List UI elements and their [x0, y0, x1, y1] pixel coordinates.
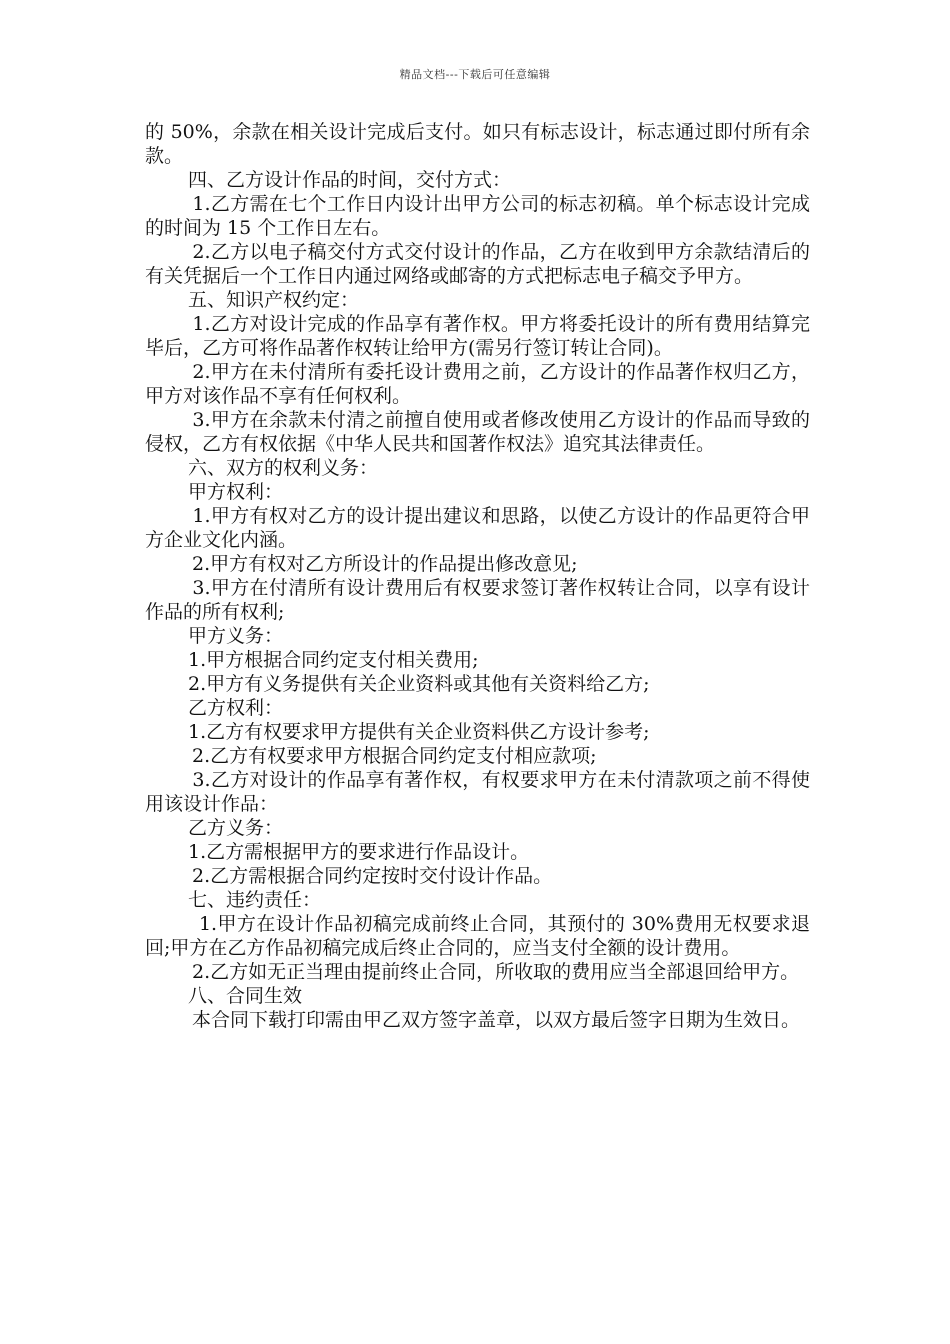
- paragraph: 本合同下载打印需由甲乙双方签字盖章，以双方最后签字日期为生效日。: [186, 1009, 801, 1031]
- paragraph: 1.乙方对设计完成的作品享有著作权。甲方将委托设计的所有费用结算完毕后，乙方可将作品著作权转让给甲方(需另行签订转让合同)。: [145, 313, 810, 359]
- section-heading: 八、合同生效: [188, 985, 303, 1007]
- paragraph: 3.甲方在余款未付清之前擅自使用或者修改使用乙方设计的作品而导致的侵权，乙方有权依据《中华人民共和国著作权法》追究其法律责任。: [145, 409, 810, 455]
- paragraph: 2.乙方需根据合同约定按时交付设计作品。: [186, 865, 553, 887]
- paragraph: 2.乙方有权要求甲方根据合同约定支付相应款项;: [186, 745, 597, 767]
- subsection-heading: 乙方权利：: [188, 697, 284, 719]
- section-heading: 五、知识产权约定：: [188, 289, 360, 311]
- paragraph: 1.甲方在设计作品初稿完成前终止合同，其预付的 30%费用无权要求退回;甲方在乙方作品初稿完成后终止合同的，应当支付全额的设计费用。: [145, 913, 810, 959]
- paragraph: 1.甲方有权对乙方的设计提出建议和思路，以使乙方设计的作品更符合甲方企业文化内涵。: [145, 505, 810, 551]
- paragraph: 1.乙方需根据甲方的要求进行作品设计。: [188, 841, 530, 863]
- paragraph: 1.乙方有权要求甲方提供有关企业资料供乙方设计参考;: [188, 721, 650, 743]
- paragraph: 2.甲方有权对乙方所设计的作品提出修改意见;: [186, 553, 578, 575]
- paragraph: 2.甲方有义务提供有关企业资料或其他有关资料给乙方;: [188, 673, 650, 695]
- page-header: 精品文档---下载后可任意编辑: [399, 68, 551, 81]
- paragraph: 2.乙方以电子稿交付方式交付设计的作品，乙方在收到甲方余款结清后的有关凭据后一个工作日内通过网络或邮寄的方式把标志电子稿交予甲方。: [145, 241, 810, 287]
- paragraph: 1.甲方根据合同约定支付相关费用;: [188, 649, 479, 671]
- subsection-heading: 甲方权利：: [188, 481, 284, 503]
- section-heading: 七、违约责任：: [188, 889, 322, 911]
- document-body: [145, 120, 810, 1032]
- section-heading: 六、双方的权利义务：: [188, 457, 379, 479]
- paragraph: 3.乙方对设计的作品享有著作权，有权要求甲方在未付清款项之前不得使用该设计作品：: [145, 769, 810, 815]
- subsection-heading: 甲方义务：: [188, 625, 284, 647]
- paragraph: 1.乙方需在七个工作日内设计出甲方公司的标志初稿。单个标志设计完成的时间为 15 个工作日左右。: [145, 193, 810, 239]
- paragraph: 2.乙方如无正当理由提前终止合同，所收取的费用应当全部退回给甲方。: [186, 961, 800, 983]
- subsection-heading: 乙方义务：: [188, 817, 284, 839]
- paragraph: 3.甲方在付清所有设计费用后有权要求签订著作权转让合同，以享有设计作品的所有权利;: [145, 577, 810, 623]
- paragraph: 的 50%，余款在相关设计完成后支付。如只有标志设计，标志通过即付所有余款。: [145, 121, 810, 167]
- paragraph: 2.甲方在未付清所有委托设计费用之前，乙方设计的作品著作权归乙方，甲方对该作品不享有任何权利。: [145, 361, 810, 407]
- section-heading: 四、乙方设计作品的时间，交付方式：: [188, 169, 512, 191]
